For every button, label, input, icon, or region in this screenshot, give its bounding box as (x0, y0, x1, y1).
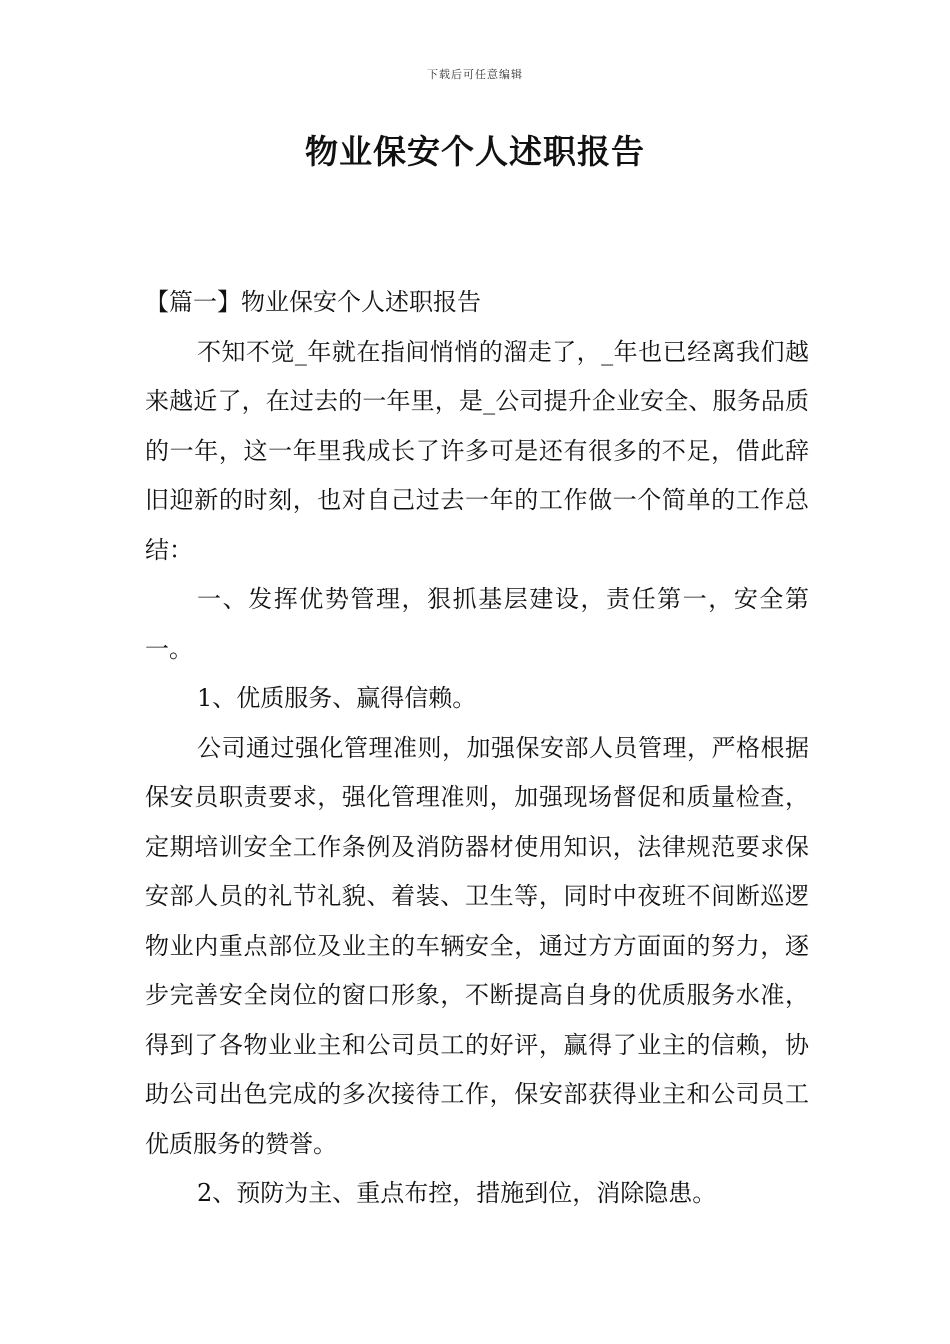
paragraph-subpoint-2: 2、预防为主、重点布控，措施到位，消除隐患。 (197, 1179, 717, 1207)
paragraph-point-one: 一、发挥优势管理，狠抓基层建设，责任第一，安全第一。 (145, 585, 809, 663)
paragraph-subpoint-1: 1、优质服务、赢得信赖。 (197, 684, 477, 712)
document-body (145, 278, 809, 1219)
paragraph-service-detail: 公司通过强化管理准则，加强保安部人员管理，严格根据保安员职责要求，强化管理准则，加强现场督促和质量检查，定期培训安全工作条例及消防器材使用知识，法律规范要求保安部人员的礼节礼貌、着装、卫生等，同时中夜班不间断巡逻物业内重点部位及业主的车辆安全，通过方方面面的努力，逐步完善安全岗位的窗口形象，不断提高自身的优质服务水准，得到了各物业业主和公司员工的好评，赢得了业主的信赖，协助公司出色完成的多次接待工作，保安部获得业主和公司员工优质服务的赞誉。 (145, 733, 809, 1158)
document-title: 物业保安个人述职报告 (305, 132, 645, 171)
header-note: 下载后可任意编辑 (427, 68, 523, 81)
section-heading: 【篇一】物业保安个人述职报告 (145, 288, 481, 316)
paragraph-intro: 不知不觉_年就在指间悄悄的溜走了，_年也已经离我们越来越近了，在过去的一年里，是_公司提升企业安全、服务品质的一年，这一年里我成长了许多可是还有很多的不足，借此辞旧迎新的时刻，也对自己过去一年的工作做一个简单的工作总结： (145, 337, 809, 564)
